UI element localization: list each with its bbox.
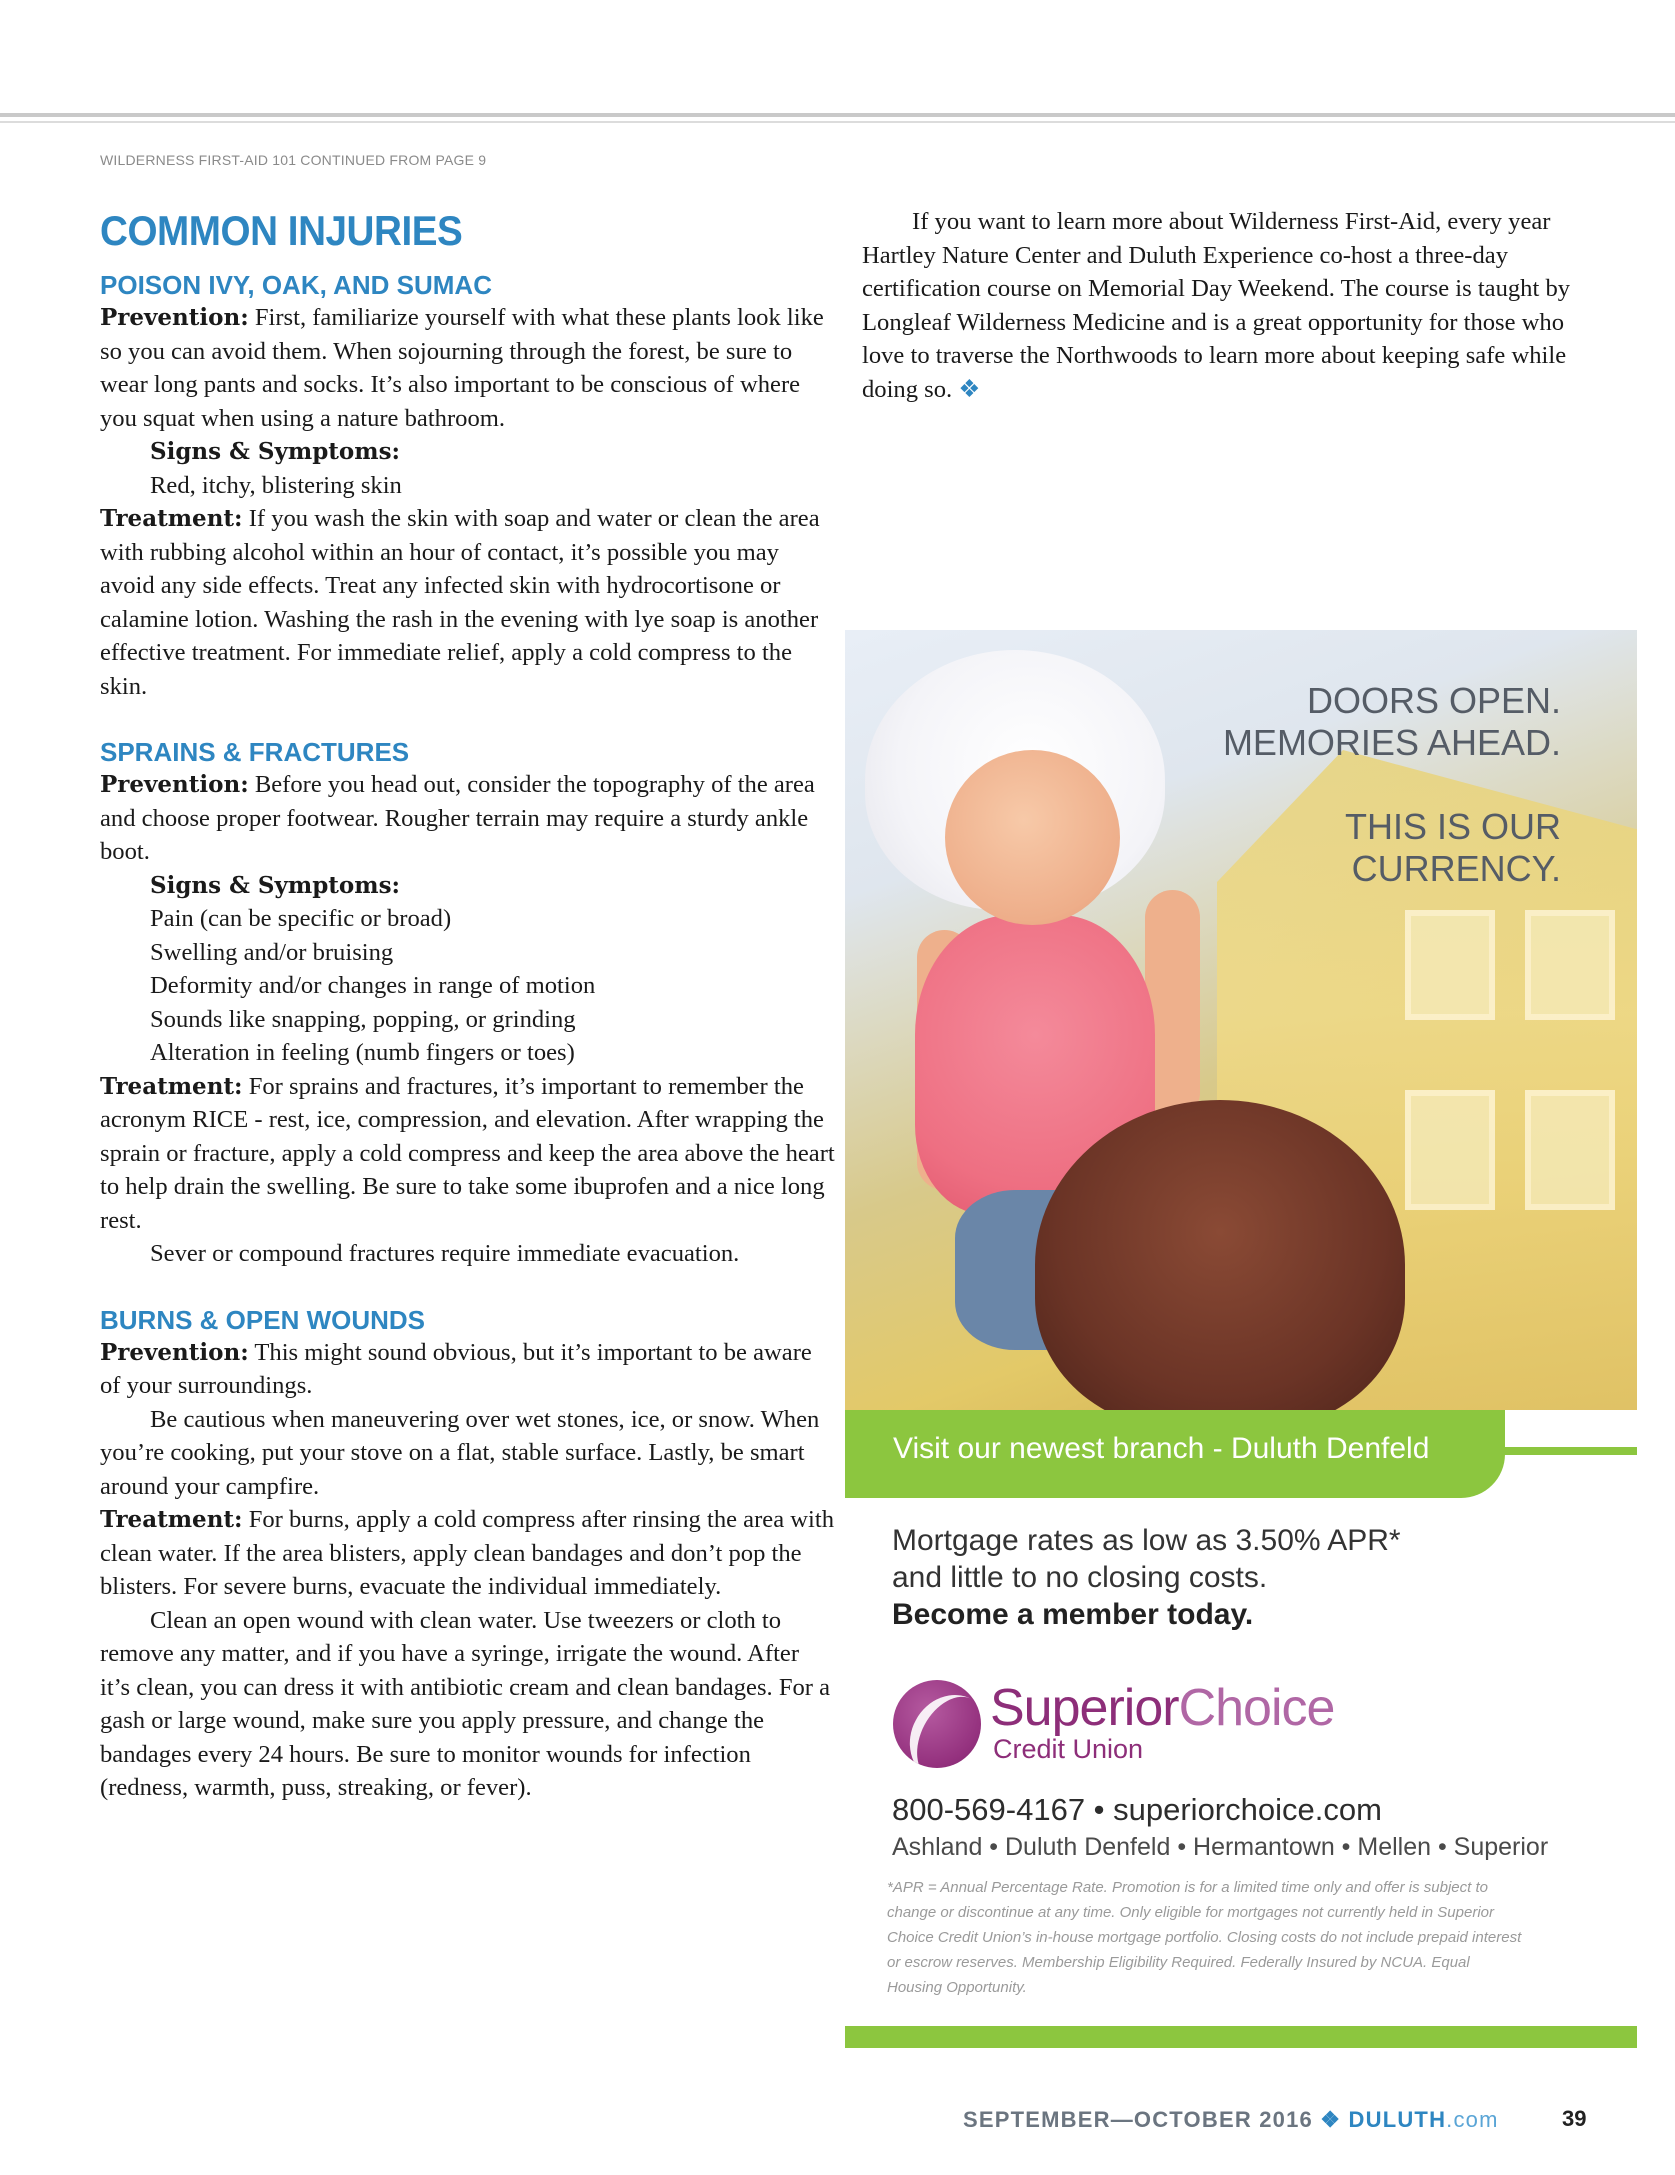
ad-headline-line: MEMORIES AHEAD. — [1222, 722, 1561, 763]
prevention-extra-paragraph: Be cautious when maneuvering over wet stones, ice, or snow. When you’re cooking, put your stove on a flat, stable surface. Lastly, be smart around your campfire. — [100, 1405, 820, 1500]
extra-paragraph: Sever or compound fractures require immediate evacuation. — [150, 1240, 740, 1267]
prevention-text: Before you head out, consider the topography of the area and choose proper footwear. Rougher terrain may require a sturdy ankle boot. — [100, 771, 815, 865]
signs-label-line — [100, 869, 835, 903]
symptom-item: Deformity and/or changes in range of motion — [150, 972, 596, 999]
article-left-column — [100, 205, 835, 1805]
prevention-label: Prevention: — [100, 304, 249, 331]
treatment-paragraph — [100, 1070, 835, 1238]
signs-label: Signs & Symptoms: — [150, 438, 401, 465]
house-window — [1525, 910, 1615, 1020]
section-heading-poison-ivy: POISON IVY, OAK, AND SUMAC — [100, 270, 492, 300]
ad-bottom-bar — [845, 2026, 1637, 2048]
treatment-text: For sprains and fractures, it’s important to remember the acronym RICE - rest, ice, compression, and elevation. After wrapping the sprain or fracture, apply a cold compress and keep the area above the heart to help drain the swelling. Be sure to take some ibuprofen and a nice long rest. — [100, 1072, 835, 1234]
logo-word-choice: Choice — [1178, 1679, 1335, 1737]
prevention-text: This might sound obvious, but it’s important to be aware of your surroundings. — [100, 1338, 812, 1399]
footer-separator-icon: ❖ — [1320, 2107, 1342, 2132]
prevention-paragraph — [100, 768, 835, 869]
credit-union-logo-sub: Credit Union — [993, 1734, 1144, 1764]
section-heading-sprains: SPRAINS & FRACTURES — [100, 737, 410, 767]
ad-headline-line: THIS IS OUR — [1344, 806, 1561, 847]
ad-contact: 800-569-4167 • superiorchoice.com — [892, 1792, 1382, 1827]
ad-fineprint: *APR = Annual Percentage Rate. Promotion is for a limited time only and offer is subject to change or discontinue at any time. Only eligible for mortgages not currently held in Superior Choice Credit Union’s in-house mortgage portfolio. Closing costs do not include prepaid interest or escrow reserves. Membership Eligibility Required. Federally Insured by NCUA. Equal Housing Opportunity. — [887, 1879, 1522, 1996]
treatment-label: Treatment: — [100, 1072, 243, 1100]
prevention-text: First, familiarize yourself with what these plants look like so you can avoid them. When sojourning through the forest, be sure to wear long pants and socks. It’s also important to be conscious of where you squat when using a nature bathroom. — [100, 304, 824, 432]
symptom-item: Pain (can be specific or broad) — [150, 905, 452, 932]
symptom-item: Red, itchy, blistering skin — [150, 471, 402, 499]
ad-copy-line: Mortgage rates as low as 3.50% APR* — [892, 1524, 1401, 1557]
footer-brand: DULUTH — [1348, 2107, 1447, 2132]
treatment-label: Treatment: — [100, 1506, 243, 1533]
prevention-paragraph — [100, 301, 835, 435]
page-footer — [963, 2107, 1499, 2133]
treatment-paragraph — [100, 1503, 835, 1604]
page-number: 39 — [1562, 2106, 1587, 2131]
symptom-item: Sounds like snapping, popping, or grinding — [150, 1005, 576, 1033]
closing-text: If you want to learn more about Wilderness First-Aid, every year Hartley Nature Center and Duluth Experience co-host a three-day certification course on Memorial Day Weekend. The course is taught by Longleaf Wilderness Medicine and is a great opportunity for those who love to traverse the Northwoods to learn more about keeping safe while doing so. — [862, 208, 1571, 403]
continued-from-label: WILDERNESS FIRST-AID 101 CONTINUED FROM PAGE 9 — [100, 152, 487, 168]
treatment-label: Treatment: — [100, 505, 243, 532]
footer-issue: SEPTEMBER—OCTOBER 2016 — [963, 2107, 1313, 2132]
ad-headline-line: CURRENCY. — [1351, 848, 1561, 889]
section-heading-burns: BURNS & OPEN WOUNDS — [100, 1304, 426, 1335]
ad-branch-text: Visit our newest branch - Duluth Denfeld — [893, 1432, 1430, 1465]
mom-head — [1035, 1100, 1405, 1410]
closing-paragraph — [862, 205, 1607, 406]
treatment-text: For burns, apply a cold compress after rinsing the area with clean water. If the area blisters, apply clean bandages and don’t pop the blisters. For severe burns, evacuate the individual immediately. — [100, 1506, 834, 1600]
prevention-label: Prevention: — [100, 771, 249, 798]
treatment-text: If you wash the skin with soap and water or clean the area with rubbing alcohol within an hour of contact, it’s possible you may avoid any side effects. Treat any infected skin with hydrocortisone or calamine lotion. Washing the rash in the evening with lye soap is another effective treatment. For immediate relief, apply a cold compress to the skin. — [100, 505, 820, 700]
ad-photo — [845, 630, 1637, 1410]
symptom-item: Swelling and/or bruising — [150, 938, 394, 966]
article-right-column — [862, 205, 1607, 406]
prevention-paragraph — [100, 1336, 835, 1403]
baby-face — [945, 750, 1120, 925]
extra-paragraph: Clean an open wound with clean water. Use tweezers or cloth to remove any matter, and if you have a syringe, irrigate the wound. After it’s clean, you can dress it with antibiotic cream and clean bandages. For a gash or large wound, make sure you apply pressure, and change the bandages every 24 hours. Be sure to monitor wounds for infection (redness, warmth, puss, streaking, or fever). — [100, 1606, 831, 1801]
footer-brand-suffix: .com — [1446, 2107, 1499, 2132]
article-title: COMMON INJURIES — [100, 207, 463, 254]
treatment-paragraph — [100, 502, 835, 703]
top-rule — [0, 113, 1675, 117]
house-window — [1525, 1090, 1615, 1210]
ad-headline-line: DOORS OPEN. — [1306, 680, 1561, 721]
end-mark-icon: ❖ — [958, 375, 981, 403]
top-rule-thin — [0, 121, 1675, 123]
logo-word-superior: Superior — [990, 1679, 1179, 1737]
ad-copy-line: and little to no closing costs. — [892, 1561, 1268, 1594]
ad-branches: Ashland • Duluth Denfeld • Hermantown • Mellen • Superior — [892, 1833, 1549, 1861]
house-window — [1405, 910, 1495, 1020]
credit-union-logo-name — [990, 1680, 1334, 1736]
prevention-label: Prevention: — [100, 1338, 249, 1366]
credit-union-logo-icon — [893, 1680, 981, 1768]
symptom-item: Alteration in feeling (numb fingers or toes) — [150, 1039, 575, 1066]
ad-call-to-action: Become a member today. — [892, 1598, 1254, 1631]
ad-copy — [892, 1522, 1401, 1633]
signs-label: Signs & Symptoms: — [150, 871, 401, 899]
signs-label-line — [100, 435, 835, 469]
house-window — [1405, 1090, 1495, 1210]
